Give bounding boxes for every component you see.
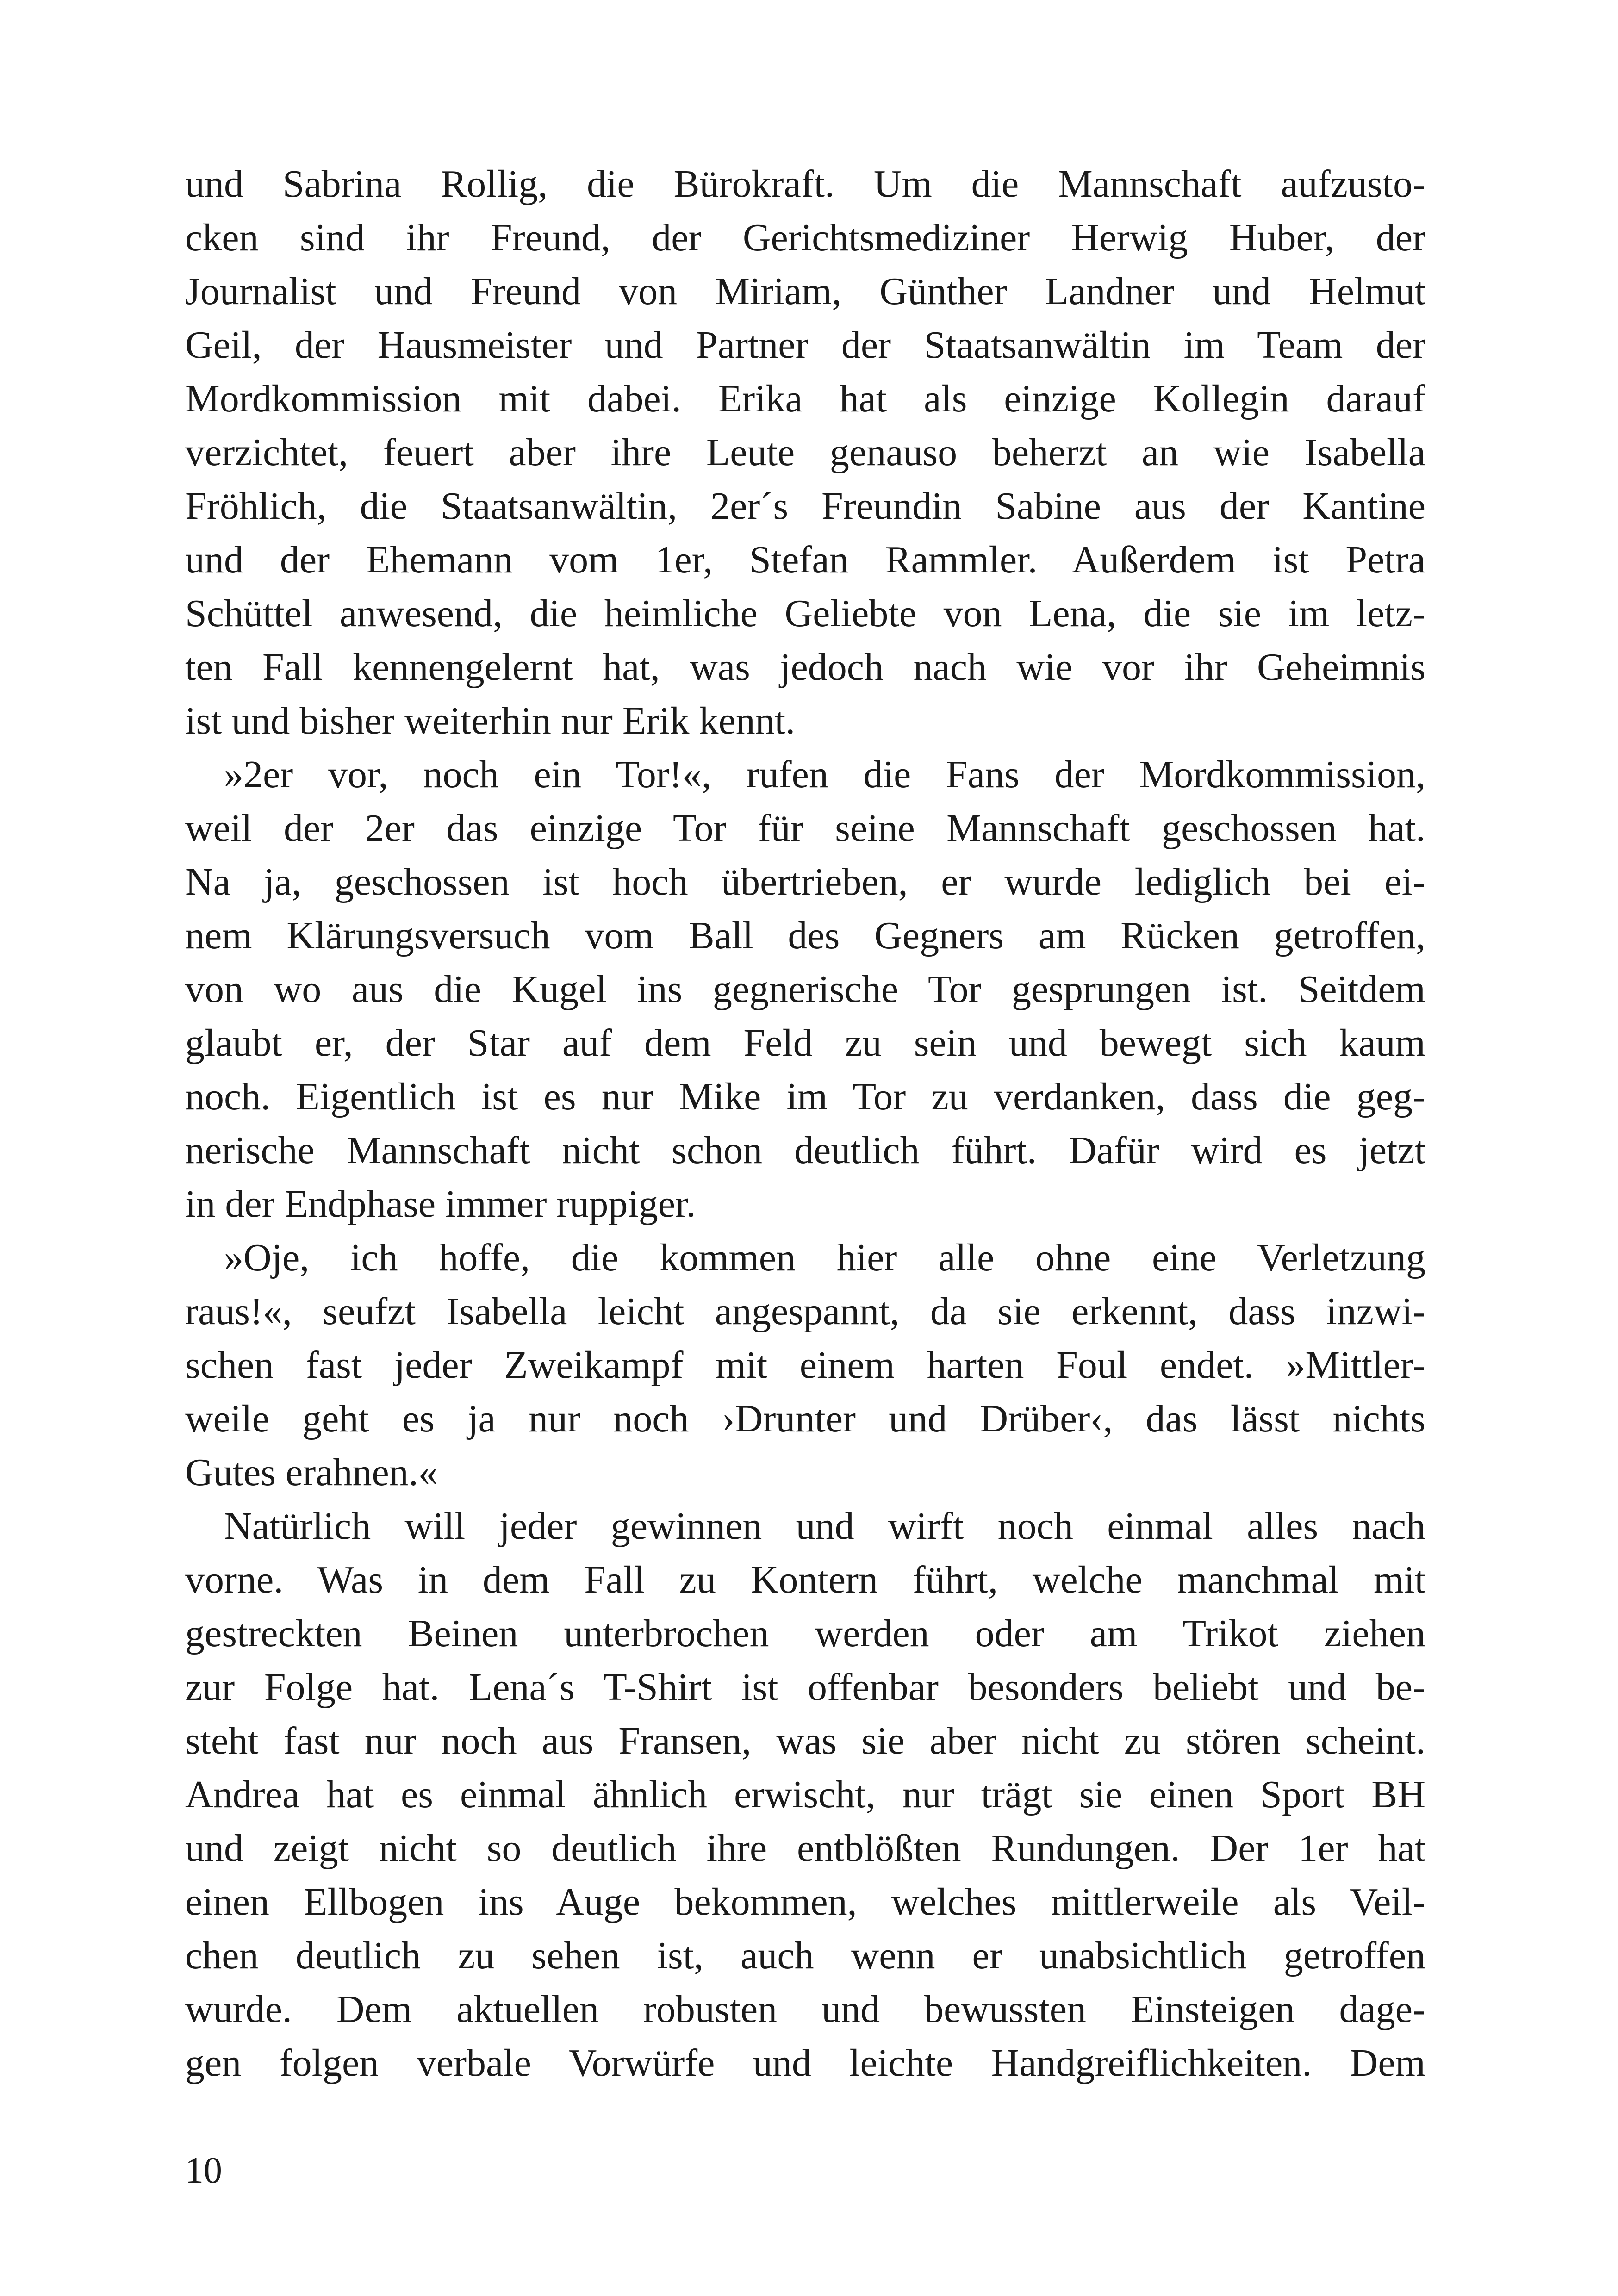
text-line: zur Folge hat. Lena´s T-Shirt ist offenbar besonders beliebt und be- [185, 1666, 1425, 1709]
text-line: weil der 2er das einzige Tor für seine Mannschaft geschossen hat. [185, 807, 1425, 850]
page-number: 10 [185, 2150, 222, 2191]
text-line: nerische Mannschaft nicht schon deutlich führt. Dafür wird es jetzt [185, 1129, 1425, 1172]
text-line: »2er vor, noch ein Tor!«, rufen die Fans der Mordkommission, [224, 753, 1425, 796]
page-body [185, 157, 1425, 2090]
text-line: Geil, der Hausmeister und Partner der Staatsanwältin im Team der [185, 324, 1425, 367]
paragraph [185, 1231, 1425, 1500]
text-line: und Sabrina Rollig, die Bürokraft. Um die Mannschaft aufzusto- [185, 162, 1425, 205]
text-line: von wo aus die Kugel ins gegnerische Tor gesprungen ist. Seitdem [185, 968, 1425, 1011]
text-line: cken sind ihr Freund, der Gerichtsmediziner Herwig Huber, der [185, 216, 1425, 259]
text-line: einen Ellbogen ins Auge bekommen, welches mittlerweile als Veil- [185, 1880, 1425, 1923]
text-line: Schüttel anwesend, die heimliche Geliebte von Lena, die sie im letz- [185, 592, 1425, 635]
text-line: Natürlich will jeder gewinnen und wirft noch einmal alles nach [224, 1505, 1425, 1548]
text-line: verzichtet, feuert aber ihre Leute genauso beherzt an wie Isabella [185, 431, 1425, 474]
text-line: weile geht es ja nur noch ›Drunter und Drüber‹, das lässt nichts [185, 1397, 1425, 1440]
text-line: in der Endphase immer ruppiger. [185, 1182, 696, 1226]
text-line: ten Fall kennengelernt hat, was jedoch nach wie vor ihr Geheimnis [185, 646, 1425, 689]
text-line: Na ja, geschossen ist hoch übertrieben, er wurde lediglich bei ei- [185, 860, 1425, 903]
text-line: und zeigt nicht so deutlich ihre entblößten Rundungen. Der 1er hat [185, 1827, 1425, 1870]
text-line: chen deutlich zu sehen ist, auch wenn er unabsichtlich getroffen [185, 1934, 1425, 1977]
text-line: gen folgen verbale Vorwürfe und leichte Handgreiflichkeiten. Dem [185, 2041, 1425, 2084]
text-line: steht fast nur noch aus Fransen, was sie aber nicht zu stören scheint. [185, 1719, 1425, 1762]
text-line: wurde. Dem aktuellen robusten und bewussten Einsteigen dage- [185, 1988, 1425, 2031]
text-line: noch. Eigentlich ist es nur Mike im Tor zu verdanken, dass die geg- [185, 1075, 1425, 1118]
text-line: schen fast jeder Zweikampf mit einem harten Foul endet. »Mittler- [185, 1344, 1425, 1387]
text-line: Gutes erahnen.« [185, 1451, 438, 1494]
paragraph [185, 157, 1425, 748]
text-line: ist und bisher weiterhin nur Erik kennt. [185, 699, 796, 742]
text-line: Andrea hat es einmal ähnlich erwischt, nur trägt sie einen Sport BH [185, 1773, 1425, 1816]
text-line: raus!«, seufzt Isabella leicht angespannt, da sie erkennt, dass inzwi- [185, 1290, 1425, 1333]
text-line: nem Klärungsversuch vom Ball des Gegners am Rücken getroffen, [185, 914, 1425, 957]
text-line: Journalist und Freund von Miriam, Günther Landner und Helmut [185, 270, 1425, 313]
paragraph [185, 1500, 1425, 2090]
text-line: und der Ehemann vom 1er, Stefan Rammler. Außerdem ist Petra [185, 538, 1425, 581]
text-line: »Oje, ich hoffe, die kommen hier alle ohne eine Verletzung [224, 1236, 1425, 1279]
text-line: vorne. Was in dem Fall zu Kontern führt, welche manchmal mit [185, 1558, 1425, 1601]
text-line: glaubt er, der Star auf dem Feld zu sein und bewegt sich kaum [185, 1021, 1425, 1064]
text-line: Mordkommission mit dabei. Erika hat als einzige Kollegin darauf [185, 377, 1425, 420]
paragraph [185, 748, 1425, 1231]
text-line: Fröhlich, die Staatsanwältin, 2er´s Freundin Sabine aus der Kantine [185, 485, 1425, 528]
text-line: gestreckten Beinen unterbrochen werden oder am Trikot ziehen [185, 1612, 1425, 1655]
